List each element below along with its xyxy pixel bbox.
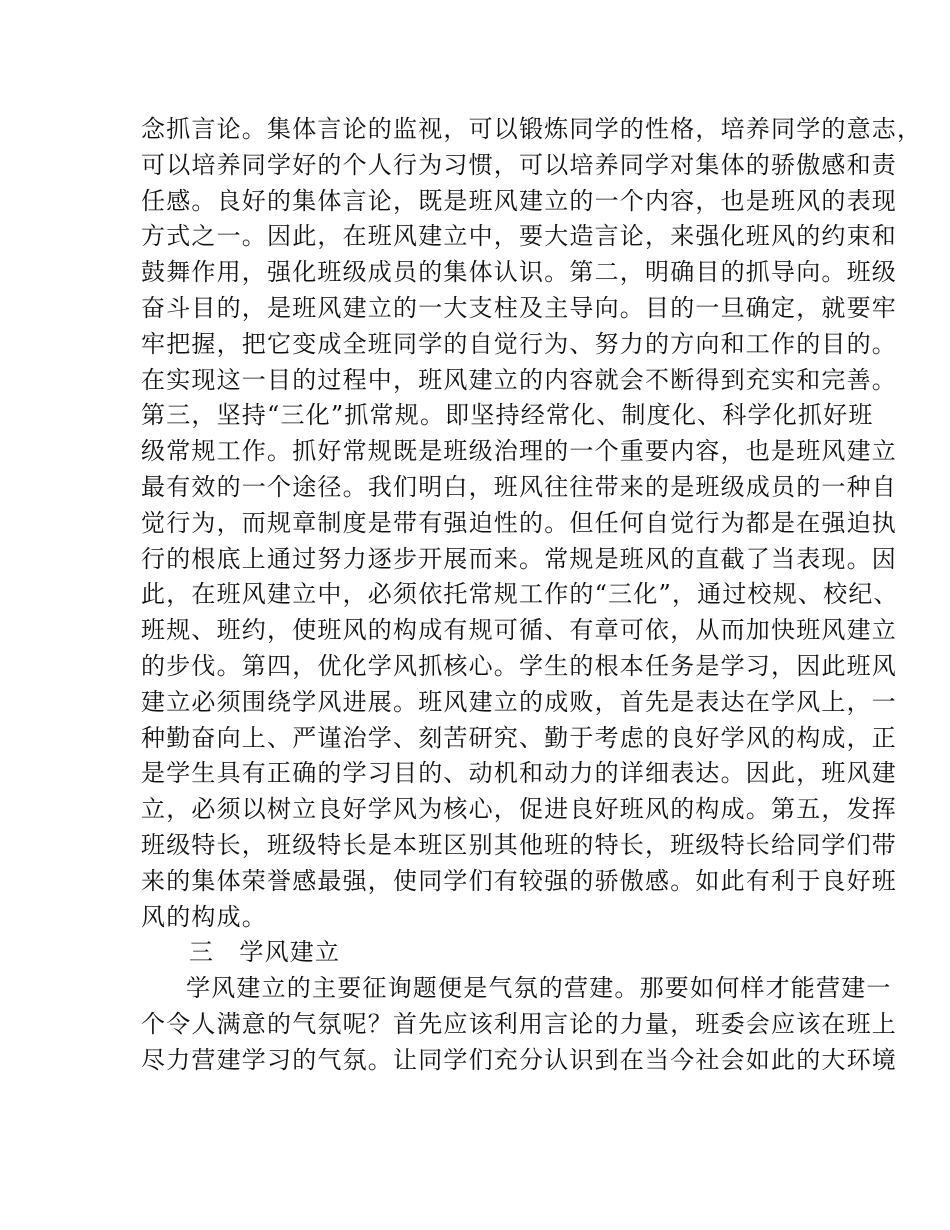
body-line: 可以培养同学好的个人行为习惯，可以培养同学对集体的骄傲感和责 [141,150,897,179]
body-line: 任感。良好的集体言论，既是班风建立的一个内容，也是班风的表现 [141,186,897,215]
body-line: 牢把握，把它变成全班同学的自觉行为、努力的方向和工作的目的。 [141,329,897,358]
body-line: 的步伐。第四，优化学风抓核心。学生的根本任务是学习，因此班风 [141,651,897,680]
body-line: 此，在班风建立中，必须依托常规工作的“三化”，通过校规、校纪、 [141,580,899,609]
body-line: 觉行为，而规章制度是带有强迫性的。但任何自觉行为都是在强迫执 [141,508,897,537]
body-line: 奋斗目的，是班风建立的一大支柱及主导向。目的一旦确定，就要牢 [141,293,897,322]
body-line: 在实现这一目的过程中，班风建立的内容就会不断得到充实和完善。 [141,365,897,394]
body-line: 来的集体荣誉感最强，使同学们有较强的骄傲感。如此有利于良好班 [141,866,897,895]
body-line: 班规、班约，使班风的构成有规可循、有章可依，从而加快班风建立 [141,616,897,645]
body-line: 尽力营建学习的气氛。让同学们充分认识到在当今社会如此的大环境 [141,1045,897,1074]
body-line: 方式之一。因此，在班风建立中，要大造言论，来强化班风的约束和 [141,222,897,251]
body-line: 风的构成。 [141,902,267,931]
body-line: 鼓舞作用，强化班级成员的集体认识。第二，明确目的抓导向。班级 [141,258,897,287]
body-line: 最有效的一个途径。我们明白，班风往往带来的是班级成员的一种自 [141,472,897,501]
body-line: 是学生具有正确的学习目的、动机和动力的详细表达。因此，班风建 [141,759,897,788]
paragraph-first-line: 学风建立的主要征询题便是气氛的营建。那要如何样才能营建一 [186,974,892,1003]
body-line: 第三，坚持“三化”抓常规。即坚持经常化、制度化、科学化抓好班 [141,401,874,430]
body-line: 种勤奋向上、严谨治学、刻苦研究、勤于考虑的良好学风的构成，正 [141,723,897,752]
body-line: 立，必须以树立良好学风为核心，促进良好班风的构成。第五，发挥 [141,795,897,824]
body-line: 个令人满意的气氛呢？首先应该利用言论的力量，班委会应该在班上 [141,1009,897,1038]
body-line: 念抓言论。集体言论的监视，可以锻炼同学的性格，培养同学的意志， [141,115,923,143]
body-line: 班级特长，班级特长是本班区别其他班的特长，班级特长给同学们带 [141,830,897,859]
body-line: 建立必须围绕学风进展。班风建立的成败，首先是表达在学风上，一 [141,687,897,716]
section-heading: 三 学风建立 [189,938,341,967]
document-body [141,112,923,1079]
body-line: 行的根底上通过努力逐步开展而来。常规是班风的直截了当表现。因 [141,544,897,573]
body-line: 级常规工作。抓好常规既是班级治理的一个重要内容，也是班风建立 [141,437,897,466]
